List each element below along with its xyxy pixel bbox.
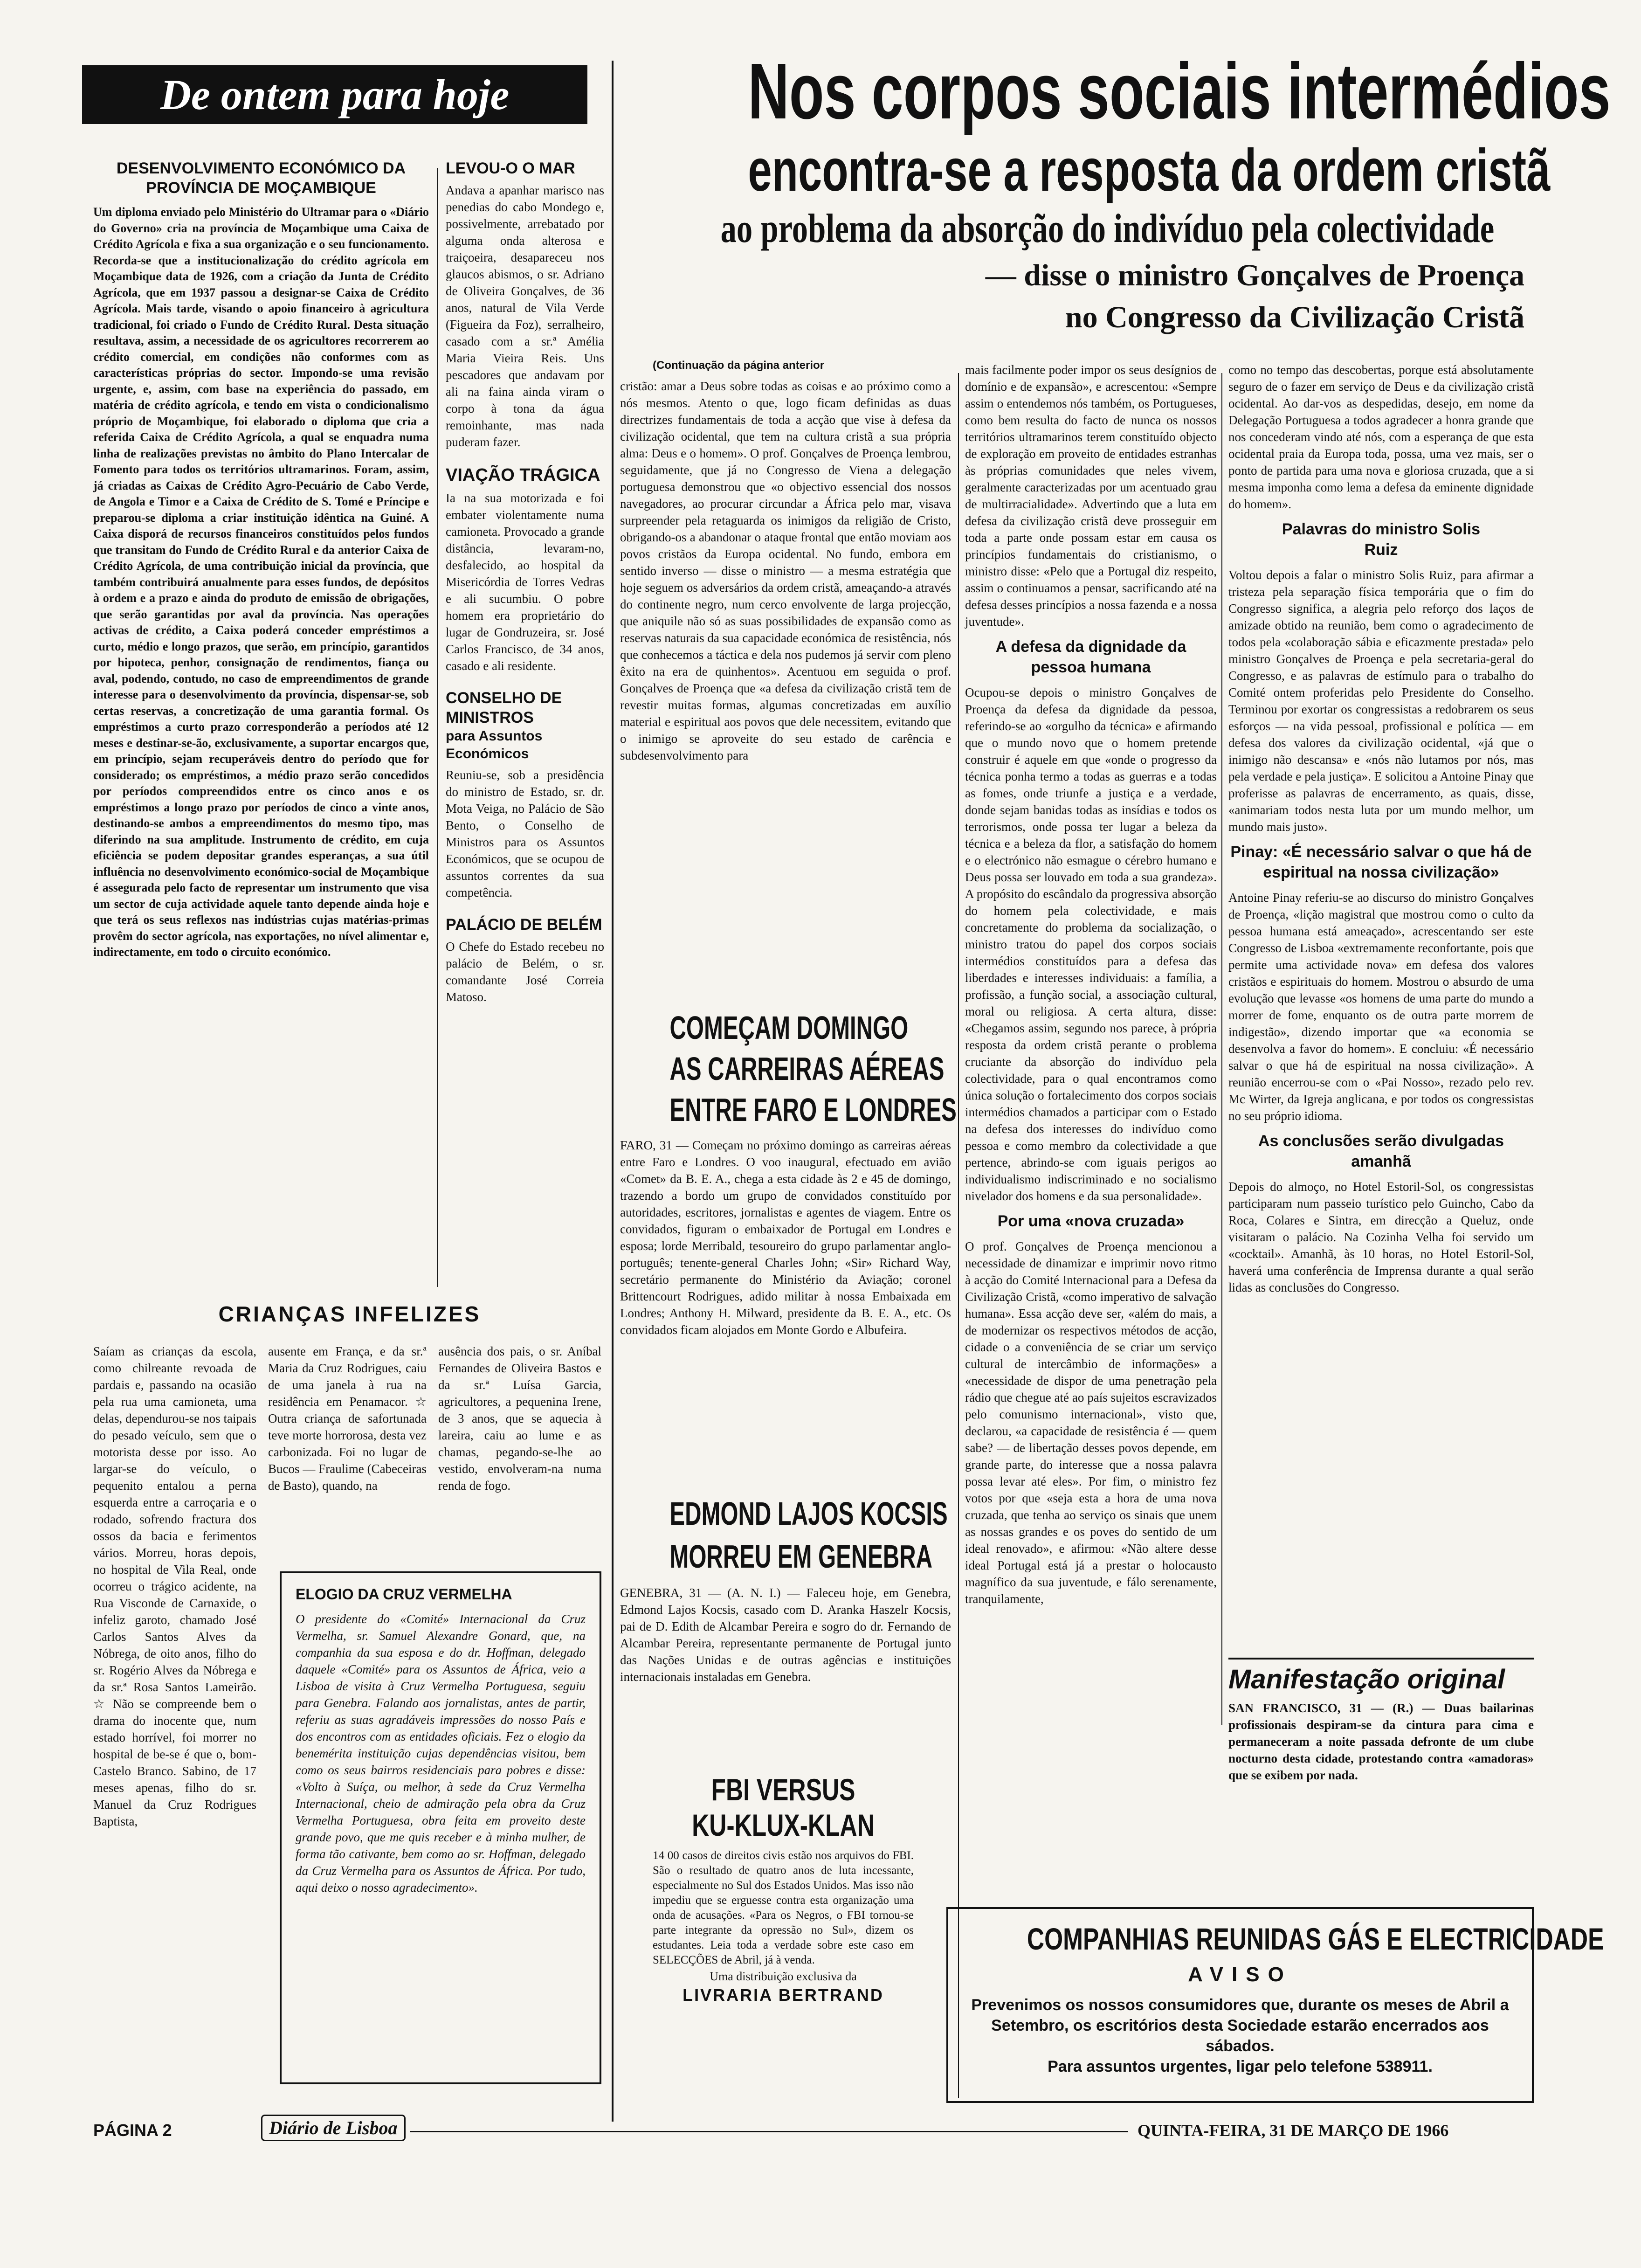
article-kocsis xyxy=(620,1492,951,1685)
article-body: FARO, 31 — Começam no próximo domingo as carreiras aéreas entre Faro e Londres. O voo inaugural, efectuado em avião «Comet» da B. E. A., chega a esta cidade às 2 e 45 de domingo, trazendo a bordo um grupo de convidados constituído por autoridades, escritores, jornalistas e agentes de viagem. Entre os convidados, figuram o embaixador de Portugal em Londres e esposa; lorde Merribald, tesoureiro do grupo parlamentar anglo-português; tenente-general Charles John; «Sir» Richard Way, secretário permanente do Ministério da Aviação; coronel Brittencourt Rodrigues, adido militar à nossa Embaixada em Londres; Anthony H. Milward, presidente da B. E. A., etc. Os convidados ficam alojados em Monte Gordo e Albufeira. xyxy=(620,1138,951,1337)
headline-line: MORREU EM GENEBRA xyxy=(669,1538,933,1575)
column-divider xyxy=(612,61,614,2122)
article-body: Antoine Pinay referiu-se ao discurso do ministro Gonçalves de Proença, «lição magistral que mostrou como o culto da pessoa humana está ameaçado», acrescentando ser este Congresso de Lisboa «extremamente reconfortante, pois que permite uma actividade nova» em defesa dos valores cristãos e espirituais do homem. Mostrou o absurdo de uma evolução que levasse «os homens de uma parte do mundo a morrer de fome, enquanto os de outra parte morrem de indigestão», dizendo importar que «a economia se desenvolva a favor do homem». E concluiu: «É necessário salvar o que há de espiritual na nossa civilização». A reunião encerrou-se com o «Pai Nosso», rezado pelo rev. Mc Wirter, da Igreja anglicana, e por todos os congressistas no seu próprio idioma. xyxy=(1228,891,1534,1123)
ad-headline xyxy=(682,1772,885,1843)
article-body: Ia na sua motorizada e foi embater violentamente numa camioneta. Provocado a grande distância, levaram-no, desfalecido, ao hospital da Misericórdia de Torres Vedras e ali sucumbiu. O pobre homem era proprietário do lugar de Gondruzeira, sr. José Carlos Francisco, de 34 anos, casado e ali residente. xyxy=(446,491,604,673)
section-subheading: Palavras do ministro Solis Ruiz xyxy=(1282,520,1481,559)
footer-date: QUINTA-FEIRA, 31 DE MARÇO DE 1966 xyxy=(1138,2121,1449,2140)
continuation-note: (Continuação da página anterior xyxy=(653,359,825,372)
article-body: ausente em França, e da sr.ª Maria da Cruz Rodrigues, caiu de uma janela à rua na residência em Penamacor. ☆ Outra criança de safortunada teve morte horrorosa, desta vez carbonizada. Foi no lugar de Bucos — Fraulime (Cabeceiras de Basto), quando, na xyxy=(268,1344,427,1493)
column-divider xyxy=(437,168,438,1287)
footer-paper-name xyxy=(261,2115,406,2141)
ad-body: 14 00 casos de direitos civis estão nos arquivos do FBI. São o resultado de quatro anos de luta incessante, especialmente no Sul dos Estados Unidos. Mas isso não impediu que se erguesse contra esta organização uma onda de acusações. «Para os Negros, o FBI tornou-se parte integrante da opressão no Sul», dizem os estudantes. Leia toda a verdade sobre este caso em SELECÇÕES de Abril, já à venda. xyxy=(653,1849,914,1966)
article-mocambique xyxy=(93,159,429,961)
article-criancas-col-2 xyxy=(268,1343,427,1494)
article-title: LEVOU-O O MAR xyxy=(446,159,575,177)
headline-line-1: Nos corpos sociais intermédios xyxy=(748,47,1611,136)
paper-logo-text: Diário de Lisboa xyxy=(269,2117,398,2138)
article-body: O prof. Gonçalves de Proença mencionou a necessidade de dinamizar e imprimir novo ritmo à acção do Comité Internacional para a Defesa da Civilização Cristã, «como imperativo de salvação humana». Essa acção deve ser, «além do mais, a de modernizar os respectivos métodos de acção, cidade o a conveniência de se criar um serviço cultural de intercâmbio de informações» a «necessidade de dispor de uma penetração pela rádio que chegue até ao país sujeitos escravizados pelo comunismo internacional», visto que, declarou, «a capacidade de resistência é — quem sabe? — de libertação desses povos depende, em grande parte, do interesse que a nossa palavra possa levar até eles». Por fim, o ministro fez votos por que «seja esta a hora de uma nova cruzada, que tenha ao serviço os sinais que unem as nossas grandes e os poves do sentido de um ideal renovado», e afirmou: «Não altere desse ideal Portugal está já a prestar o holocausto magnífico da sua juventude, e fálo serenamente, tranquilamente, xyxy=(965,1239,1217,1606)
headline-line: KU-KLUX-KLAN xyxy=(692,1808,875,1842)
article-manifestacao xyxy=(1228,1658,1534,1784)
article-subtitle: para Assuntos Económicos xyxy=(446,728,543,761)
main-headline xyxy=(620,45,1611,339)
article-continuation-col-2 xyxy=(965,361,1217,1607)
ad-body: Prevenimos os nossos consumidores que, durante os meses de Abril a Setembro, os escritórios desta Sociedade estarão encerrados aos sábados. xyxy=(971,1996,1509,2055)
section-subheading: A defesa da dignidade da pessoa humana xyxy=(995,638,1186,676)
article-body: Um diploma enviado pelo Ministério do Ultramar para o «Diário do Governo» cria na província de Moçambique uma Caixa de Crédito Agrícola e fixa a sua organização e o seu funcionamento. Recorda-se que a institucionalização do crédito agrícola em Moçambique data de 1926, com a criação da Junta de Crédito Agrícola, que em 1937 passou a designar-se Caixa de Crédito Agrícola. Mais tarde, visando o apoio financeiro à agricultura tradicional, foi criado o Fundo de Crédito Rural. Desta situação resultava, assim, a necessidade de os agricultores recorrerem ao crédito comercial, em condições não conformes com as características próprias do sector. Impondo-se uma revisão urgente, e, assim, com base na experiência do passado, em matéria de crédito agrícola, e tendo em vista o condicionalismo próprio de Moçambique, foi elaborado o diploma que cria a referida Caixa de Crédito Agrícola, a qual se enquadra numa linha de realizações previstas no âmbito do Plano Intercalar de Fomento para todos os territórios ultramarinos. Foram, assim, já criadas as Caixas de Crédito Agro-Pecuário de Cabo Verde, de Angola e Timor e a Caixa de Crédito de S. Tomé e Príncipe e preparou-se diploma a criar instituição idêntica na Guiné. A Caixa disporá de recursos financeiros constituídos pelos fundos que transitam do Fundo de Crédito Rural e da anterior Caixa de Crédito Agrícola, de uma contribuição inicial da província, que também contribuirá anualmente para esses fundos, de depósitos à ordem e a prazo e ainda do produto de emissão de obrigações, que serão garantidas por aval da província. Nas operações activas de crédito, a Caixa poderá conceder empréstimos a curto, médio e longo prazos, que serão, em princípio, garantidos por hipoteca, penhor, consignação de rendimentos, fiança ou aval, podendo, contudo, no caso de empreendimentos de grande interesse para o desenvolvimento da província, dispensar-se, sob certas reservas, a concretização de uma garantia formal. Os empréstimos a curto prazo corresponderão a períodos até 12 meses e destinar-se-ão, exclusivamente, a suportar encargos que, em princípio, sejam recuperáveis dentro do período que for considerado; os empréstimos, a médio prazo serão concedidos por períodos compreendidos entre os cinco anos e os empréstimos a longo prazo por períodos de cinco a vinte anos, destinando-se ambos a empreendimentos do mesmo tipo, mas diferindo na sua amplitude. Instrumento de crédito, em cuja eficiência se podem depositar grandes esperanças, a sua útil influência no desenvolvimento económico-social de Moçambique é assegurada pelo facto de representar um instrumento que visa um sector de cuja actividade aquele tanto depende ainda hoje e que terá os seus reflexos nas indústrias cujas matérias-primas provêm do sector agrícola, nas exportações, no nível alimentar e, indirectamente, em todo o circuito económico. xyxy=(93,205,429,959)
article-right-column xyxy=(1228,361,1534,1296)
article-body: Depois do almoço, no Hotel Estoril-Sol, os congressistas participaram num passeio turístico pelo Guincho, Cabo da Roca, Colares e Sintra, em direcção a Queluz, onde visitaram o palácio. Na Cozinha Velha foi servido um «cocktail». Amanhã, às 10 horas, no Hotel Estoril-Sol, haverá uma conferência de Imprensa durante a qual serão lidas as conclusões do Congresso. xyxy=(1228,1180,1534,1294)
column-divider xyxy=(958,373,959,2098)
ad-subtitle: AVISO xyxy=(1188,1963,1292,1986)
headline-line-5: no Congresso da Civilização Cristã xyxy=(1065,300,1524,334)
ad-store: LIVRARIA BERTRAND xyxy=(683,1985,884,2005)
article-title: VIAÇÃO TRÁGICA xyxy=(446,465,600,485)
headline-line: COMEÇAM DOMINGO xyxy=(669,1010,909,1046)
article-title: PALÁCIO DE BELÉM xyxy=(446,916,602,933)
article-body: ausência dos pais, o sr. Aníbal Fernandes de Oliveira Bastos e da sr.ª Luísa Garcia, agricultores, a pequenina Irene, de 3 anos, que se aquecia à lareira, caiu ao lume e as chamas, pegando-se-lhe ao vestido, envolveram-na numa renda de fogo. xyxy=(438,1344,601,1493)
section-subheading: Por uma «nova cruzada» xyxy=(997,1212,1185,1230)
headline-line-2: encontra-se a resposta da ordem cristã xyxy=(748,137,1551,204)
banner-title: De ontem para hoje xyxy=(160,71,510,118)
article-body: O presidente do «Comité» Internacional da Cruz Vermelha, sr. Samuel Alexandre Gonard, que, na companhia da sua esposa e do dr. Hoffman, delegado daquele «Comité» para os Assuntos de África, veio a Lisboa de visita à Cruz Vermelha Portuguesa, seguiu para Genebra. Falando aos jornalistas, antes de partir, referiu as suas agradáveis impressões do nosso País e dos encontros com as entidades oficiais. Fez o elogio da benemérita instituição cujas dependências visitou, bem como os seus bairros residenciais para pobres e disse: «Volto à Suíça, ou melhor, à sede da Cruz Vermelha Internacional, cheio de admiração pela obra da Cruz Vermelha Portuguesa, obra feita em proveito deste grande povo, que me quis receber e à minha mulher, de forma tão cativante, bem como ao sr. Hoffman, delegado da Cruz Vermelha para os Assuntos de África. Por tudo, aqui deixo o nosso agradecimento». xyxy=(296,1612,586,1895)
section-banner xyxy=(82,65,587,124)
article-body: Andava a apanhar marisco nas penedias do cabo Mondego e, possivelmente, arrebatado por alguma onda alterosa e traiçoeira, desapareceu nos glaucos abismos, o sr. Adriano de Oliveira Gonçalves, de 36 anos, natural de Vila Verde (Figueira da Foz), serralheiro, casado com a sr.ª Amélia Maria Vieira Reis. Uns pescadores que andavam por ali na faina ainda viram o corpo à tona da água remoinhante, mas nada puderam fazer. xyxy=(446,183,604,449)
article-body: Reuniu-se, sob a presidência do ministro de Estado, sr. dr. Mota Veiga, no Palácio de São Bento, o Conselho de Ministros para os Assuntos Económicos, que se ocupou de assuntos correntes da sua competência. xyxy=(446,768,604,899)
article-continuation-col-1 xyxy=(620,378,951,764)
article-criancas-col-1 xyxy=(93,1343,256,1830)
article-levou-o-mar xyxy=(446,159,604,1005)
section-subheading: Pinay: «É necessário salvar o que há de espiritual na nossa civilização» xyxy=(1230,843,1532,881)
ad-gas-electricidade xyxy=(946,1907,1604,2103)
ad-title: COMPANHIAS REUNIDAS GÁS E ELECTRICIDADE xyxy=(1027,1922,1604,1956)
article-body: cristão: amar a Deus sobre todas as coisas e ao próximo como a nós mesmos. Atento o que, logo ficam definidas as duas directrizes fundamentais de toda a acção que vise à defesa da civilização ocidental, que tem na cultura cristã a sua própria alma: Deus e o homem». O prof. Gonçalves de Proença lembrou, seguidamente, que já no Congresso de Viena a delegação portuguesa demonstrou que «o objectivo essencial dos nossos navegadores, ao procurar circundar a África pelo mar, visava surpreender pela retaguarda os inimigos da religião de Cristo, obrigando-os a abandonar o ataque frontal que então moviam aos povos cristãos da Europa ocidental. No fundo, embora em sentido inverso — disse o ministro — a mesma estratégia que hoje seguem os adversários da ordem cristã, ameaçando-a através do continente negro, num cerco envolvente de larga projecção, que aniquile não só as suas possibilidades de expansão como as reservas naturais da sua capacidade económica de resistência, nós que conhecemos a táctica e dela nos pudemos já servir com pleno êxito na era de quinhentos». Acentuou em seguida o prof. Gonçalves de Proença que «a defesa da civilização cristã tem de revestir muitas formas, algumas concretizadas em auxílio material e espiritual aos povos que dele necessitem, evitando que o inimigo se aproveite do seu estado de carência e subdesenvolvimento para xyxy=(620,379,951,762)
article-title: ELOGIO DA CRUZ VERMELHA xyxy=(296,1586,512,1603)
footer-rule xyxy=(410,2131,1128,2132)
headline-line-3: ao problema da absorção do indivíduo pela colectividade xyxy=(720,206,1495,251)
article-body: GENEBRA, 31 — (A. N. I.) — Faleceu hoje, em Genebra, Edmond Lajos Kocsis, casado com D. Aranka Haszelr Kocsis, pai de D. Edith de Alcambar Pereira e sogro do dr. Fernando de Alcambar Pereira, representante permanente de Portugal junto das Nações Unidas e de outras agências e instituições internacionais instaladas em Genebra. xyxy=(620,1586,951,1684)
article-body: O Chefe do Estado recebeu no palácio de Belém, o sr. comandante José Correia Matoso. xyxy=(446,940,604,1004)
article-headline xyxy=(669,1492,948,1578)
article-cruz-vermelha-box xyxy=(280,1571,601,2084)
ad-distribution: Uma distribuição exclusiva da xyxy=(710,1970,857,1983)
section-subheading: As conclusões serão divulgadas amanhã xyxy=(1258,1132,1504,1170)
article-headline xyxy=(669,1007,957,1130)
column-divider xyxy=(1221,373,1222,1725)
headline-line: FBI VERSUS xyxy=(711,1772,855,1807)
article-title: CONSELHO DE MINISTROS xyxy=(446,689,562,726)
headline-line: EDMOND LAJOS KOCSIS xyxy=(669,1495,948,1532)
article-criancas-col-3 xyxy=(438,1343,601,1494)
article-faro xyxy=(620,1007,957,1338)
article-title: Manifestação original xyxy=(1228,1658,1534,1696)
article-body: SAN FRANCISCO, 31 — (R.) — Duas bailarinas profissionais despiram-se da cintura para cima e permaneceram a noite passada defronte de um clube nocturno desta cidade, protestando contra «amadoras» que se exibem por nada. xyxy=(1228,1701,1534,1782)
article-body: Voltou depois a falar o ministro Solis Ruiz, para afirmar a tristeza pela separação física temporária que o fim do Congresso significa, a alegria pelo reforço dos laços de amizade obtido na reunião, bem como o agradecimento de todos pela «colaboração sábia e eficazmente prestada» pelo ministro Gonçalves de Proença e pela secretaria-geral do Congresso, e as palavras de estímulo para o trabalho do Comité ontem proferidas pelo Presidente do Conselho. Terminou por exortar os congressistas a redobrarem os seus esforços — na vida pessoal, profissional e política — em defesa dos valores da civilização ocidental, «já que o inimigo não descansa» e «nós não lutamos por nós, mas pela verdade e pela justiça». E solicitou a Antoine Pinay que proferisse as palavras de encerramento, as quais, disse, «animariam todos nesta luta por um mundo melhor, um mundo mais justo». xyxy=(1228,568,1534,834)
ad-phone: Para assuntos urgentes, ligar pelo telefone 538911. xyxy=(1048,2058,1433,2075)
footer-page-number: PÁGINA 2 xyxy=(93,2121,172,2140)
headline-line-4: — disse o ministro Gonçalves de Proença xyxy=(985,258,1524,292)
article-body: como no tempo das descobertas, porque está absolutamente seguro de o fazer em serviço de Deus e da civilização cristã ocidental. Ao dar-vos as despedidas, desejo, em nome da Delegação Portuguesa a todos agradecer a honra grande que nos concederam vindo até nós, com a esperança de que esta ocidental praia da Europa toda, possa, uma vez mais, ser o ponto de partida para uma nova e gloriosa cruzada, que a si mesma imponha como lema a defesa da eminente dignidade do homem». xyxy=(1228,363,1534,511)
article-body: mais facilmente poder impor os seus desígnios de domínio e de expansão», e acrescentou: «Sempre assim o entendemos nós também, os Portugueses, como bem resulta do facto de nunca os nossos territórios ultramarinos terem constituído objecto de exploração em proveito de entidades estranhas às próprias comunidades que neles vivem, geralmente caracterizadas por um acentuado grau de multirracialidade». Advertindo que a luta em defesa da civilização cristã deve prosseguir em toda a parte onde possam estar em causa os princípios fundamentais do cristianismo, o ministro disse: «Pelo que a Portugal diz respeito, assim o continuamos a pensar, sacrificando até na defesa desses princípios a nossa fazenda e a nossa juventude». xyxy=(965,363,1217,629)
headline-line: ENTRE FARO E LONDRES xyxy=(669,1092,957,1128)
article-body: Ocupou-se depois o ministro Gonçalves de Proença da defesa da dignidade da pessoa, referindo-se ao «orgulho da técnica» e afirmando que o mundo novo que o homem pretende construir é aquele em que «onde o progresso da técnica ponha termo a todas as guerras e a todas as fomes, onde triunfe a justiça e a verdade, donde sejam banidas todas as insídias e todos os terrorismos, onde possa ter lugar a beleza da técnica e a beleza da flor, a satisfação do homem e o electrónico não esmague o cérebro humano e Deus possa ser louvado em toda a sua grandeza». A propósito do escândalo da progressiva absorção do homem pela colectividade, e mais concretamente do problema da socialização, o ministro tratou do papel dos corpos sociais intermédios constituídos para a defesa das liberdades e interesses individuais: a família, a profissão, a função social, a associação cultural, moral ou religiosa. A certa altura, disse: «Chegamos assim, segundo nos parece, à própria resposta da ordem cristã perante o problema cruciante da absorção do indivíduo pela colectividade, para o qual encontramos como única solução o fortalecimento dos corpos sociais intermédios chamados a participar com o Estado na defesa dos interesses do indivíduo como pessoa e como membro da colectividade a que pertence, abrindo-se com iguais perigos ao individualismo indiscriminado e no socialismo nivelador dos homens e da sua personalidade». xyxy=(965,685,1217,1203)
headline-line: AS CARREIRAS AÉREAS xyxy=(669,1051,945,1087)
article-title: CRIANÇAS INFELIZES xyxy=(218,1302,481,1326)
ad-fbi xyxy=(653,1772,914,2005)
article-body: Saíam as crianças da escola, como chilreante revoada de pardais e, passando na ocasião pela rua uma camioneta, uma delas, dependurou-se nos taipais do pesado veículo, sem que o motorista desse por isso. Ao largar-se do veículo, o pequenito entalou a perna esquerda entre a carroçaria e o rodado, sofrendo fractura dos ossos da bacia e ferimentos vários. Morreu, horas depois, no hospital de Vila Real, onde ocorreu o trágico acidente, na Rua Visconde de Carnaxide, o infeliz garoto, chamado José Carlos Santos Alves da Nóbrega, de oito anos, filho do sr. Rogério Alves da Nóbrega e da sr.ª Rosa Santos Lameirão. ☆ Não se compreende bem o drama do inocente que, num estado horrível, foi morrer no hospital de be-se é que o, bom-Castelo Branco. Sabino, de 17 meses apenas, filho do sr. Manuel da Cruz Rodrigues Baptista, xyxy=(93,1344,256,1828)
article-title: DESENVOLVIMENTO ECONÓMICO DA PROVÍNCIA DE MOÇAMBIQUE xyxy=(116,159,406,197)
